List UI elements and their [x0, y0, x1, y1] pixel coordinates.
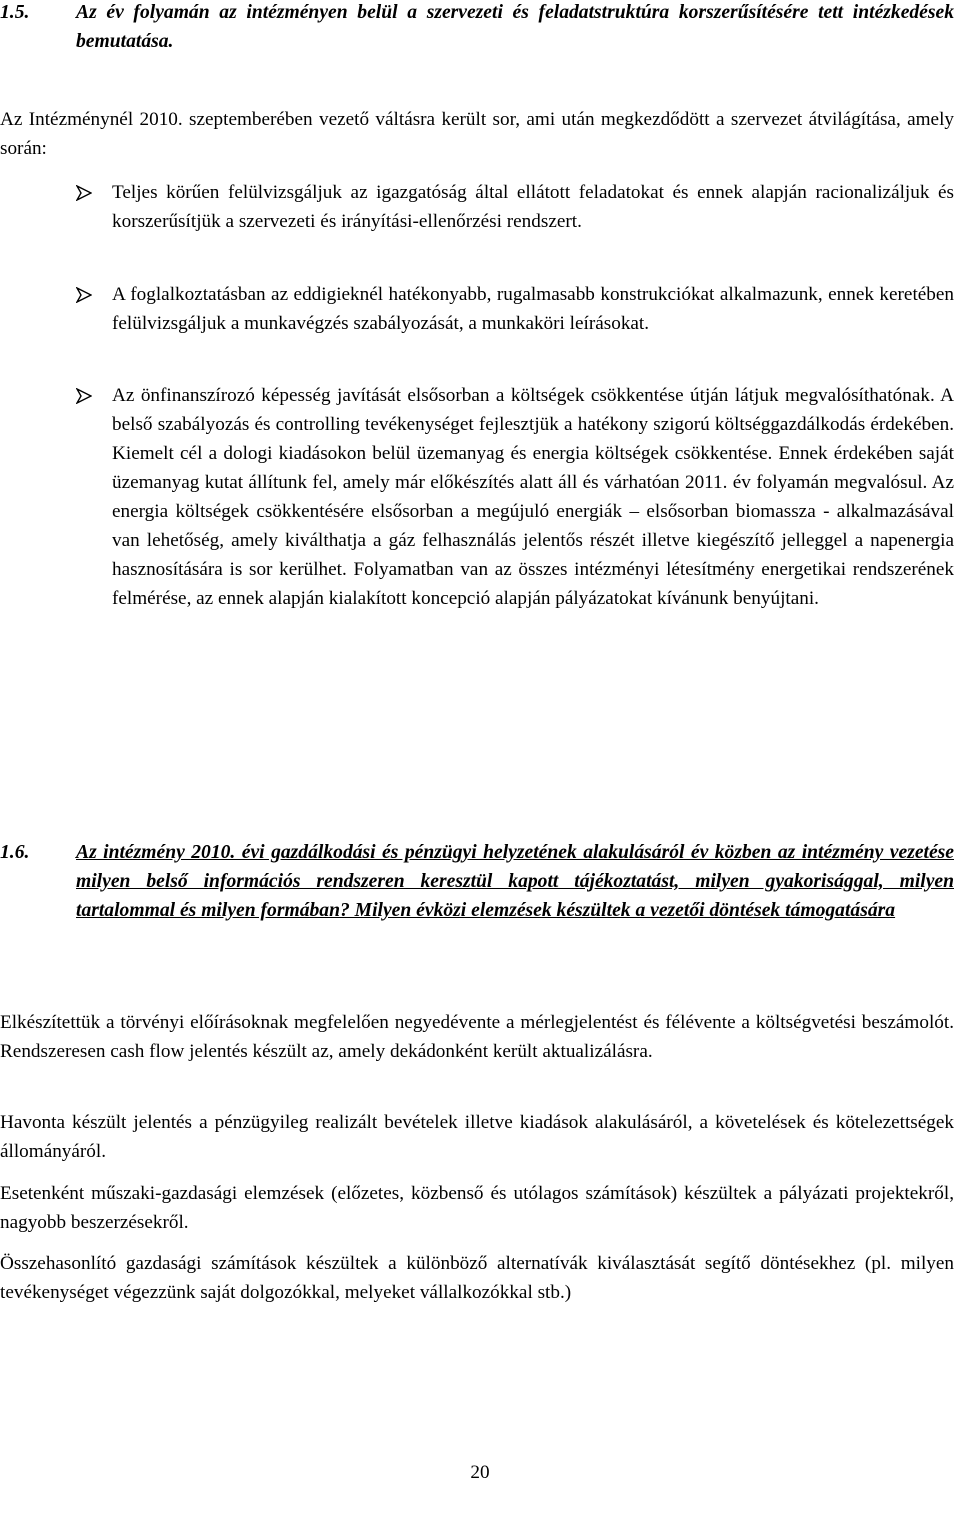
section-1-6-number: 1.6.	[0, 842, 30, 863]
bullet-item-3	[76, 381, 954, 613]
section-1-5-heading	[0, 0, 954, 56]
bullet-item-1-text: Teljes körűen felülvizsgáljuk az igazgatóság által ellátott feladatokat és ennek alapján racionalizáljuk és korszerűsítjük a szervezeti és irányítási-ellenőrzési rendszert.	[112, 182, 954, 232]
section-1-5-intro	[0, 105, 954, 163]
bullet-item-1	[76, 178, 954, 236]
section-1-5-intro-text: Az Intézménynél 2010. szeptemberében vezető váltásra került sor, ami után megkezdődött a szervezet átvilágítása, amely során:	[0, 109, 954, 159]
arrowhead-bullet-icon	[76, 178, 98, 207]
section-1-6-paragraph-3: Esetenként műszaki-gazdasági elemzések (előzetes, közbenső és utólagos számítások) készültek a pályázati projektekről, nagyobb beszerzésekről.	[0, 1183, 954, 1233]
section-1-6-paragraph-2: Havonta készült jelentés a pénzügyileg realizált bevételek illetve kiadások alakulásáról, a követelések és kötelezettségek állományáról.	[0, 1112, 954, 1162]
section-1-6-paragraph-4: Összehasonlító gazdasági számítások készültek a különböző alternatívák kiválasztását segítő döntésekhez (pl. milyen tevékenységet végezzünk saját dolgozókkal, melyeket vállalkozókkal stb.)	[0, 1253, 954, 1303]
page-number: 20	[470, 1462, 490, 1483]
section-1-6-title	[76, 838, 954, 925]
section-1-6-paragraph-1: Elkészítettük a törvényi előírásoknak megfelelően negyedévente a mérlegjelentést és félévente a költségvetési beszámolót. Rendszeresen cash flow jelentés készült az, amely dekádonként került aktualizálásra.	[0, 1012, 954, 1062]
section-1-6-title-text: Az intézmény 2010. évi gazdálkodási és pénzügyi helyzetének alakulásáról év közben az intézmény vezetése milyen belső információs rendszeren keresztül kapott tájékoztatást, milyen gyakorisággal, milyen tartalommal és milyen formában? Milyen évközi elemzések készültek a vezetői döntések támogatására	[76, 842, 954, 921]
bullet-item-2	[76, 280, 954, 338]
bullet-item-3-text: Az önfinanszírozó képesség javítását elsősorban a költségek csökkentése útján látjuk megvalósíthatónak. A belső szabályozás és controlling tevékenységet fejlesztjük a hatékony szigorú költséggazdálkodás érdekében. Kiemelt cél a dologi kiadásokon belül üzemanyag és energia költségek csökkentése. Ennek érdekében saját üzemanyag kutat állítunk fel, amely már előkészítés alatt áll és várhatóan 2011. év folyamán megvalósul. Az energia költségek csökkentésére elsősorban a megújuló energiák – elsősorban biomassza - alkalmazásával van lehetőség, amely kiválthatja a gáz felhasználás jelentős részét illetve kiegészítő jelleggel a napenergia hasznosítására is sor kerülhet. Folyamatban van az összes intézményi létesítmény energetikai rendszerének felmérése, az ennek alapján kialakított koncepció alapján pályázatokat kívánunk benyújtani.	[112, 385, 954, 609]
section-1-5-title: Az év folyamán az intézményen belül a szervezeti és feladatstruktúra korszerűsítésére tett intézkedések bemutatása.	[76, 2, 954, 52]
section-1-5-number: 1.5.	[0, 2, 30, 23]
section-1-6-heading	[0, 838, 954, 925]
arrowhead-bullet-icon	[76, 280, 98, 309]
arrowhead-bullet-icon	[76, 381, 98, 410]
bullet-item-2-text: A foglalkoztatásban az eddigieknél hatékonyabb, rugalmasabb konstrukciókat alkalmazunk, ennek keretében felülvizsgáljuk a munkavégzés szabályozását, a munkaköri leírásokat.	[112, 284, 954, 334]
